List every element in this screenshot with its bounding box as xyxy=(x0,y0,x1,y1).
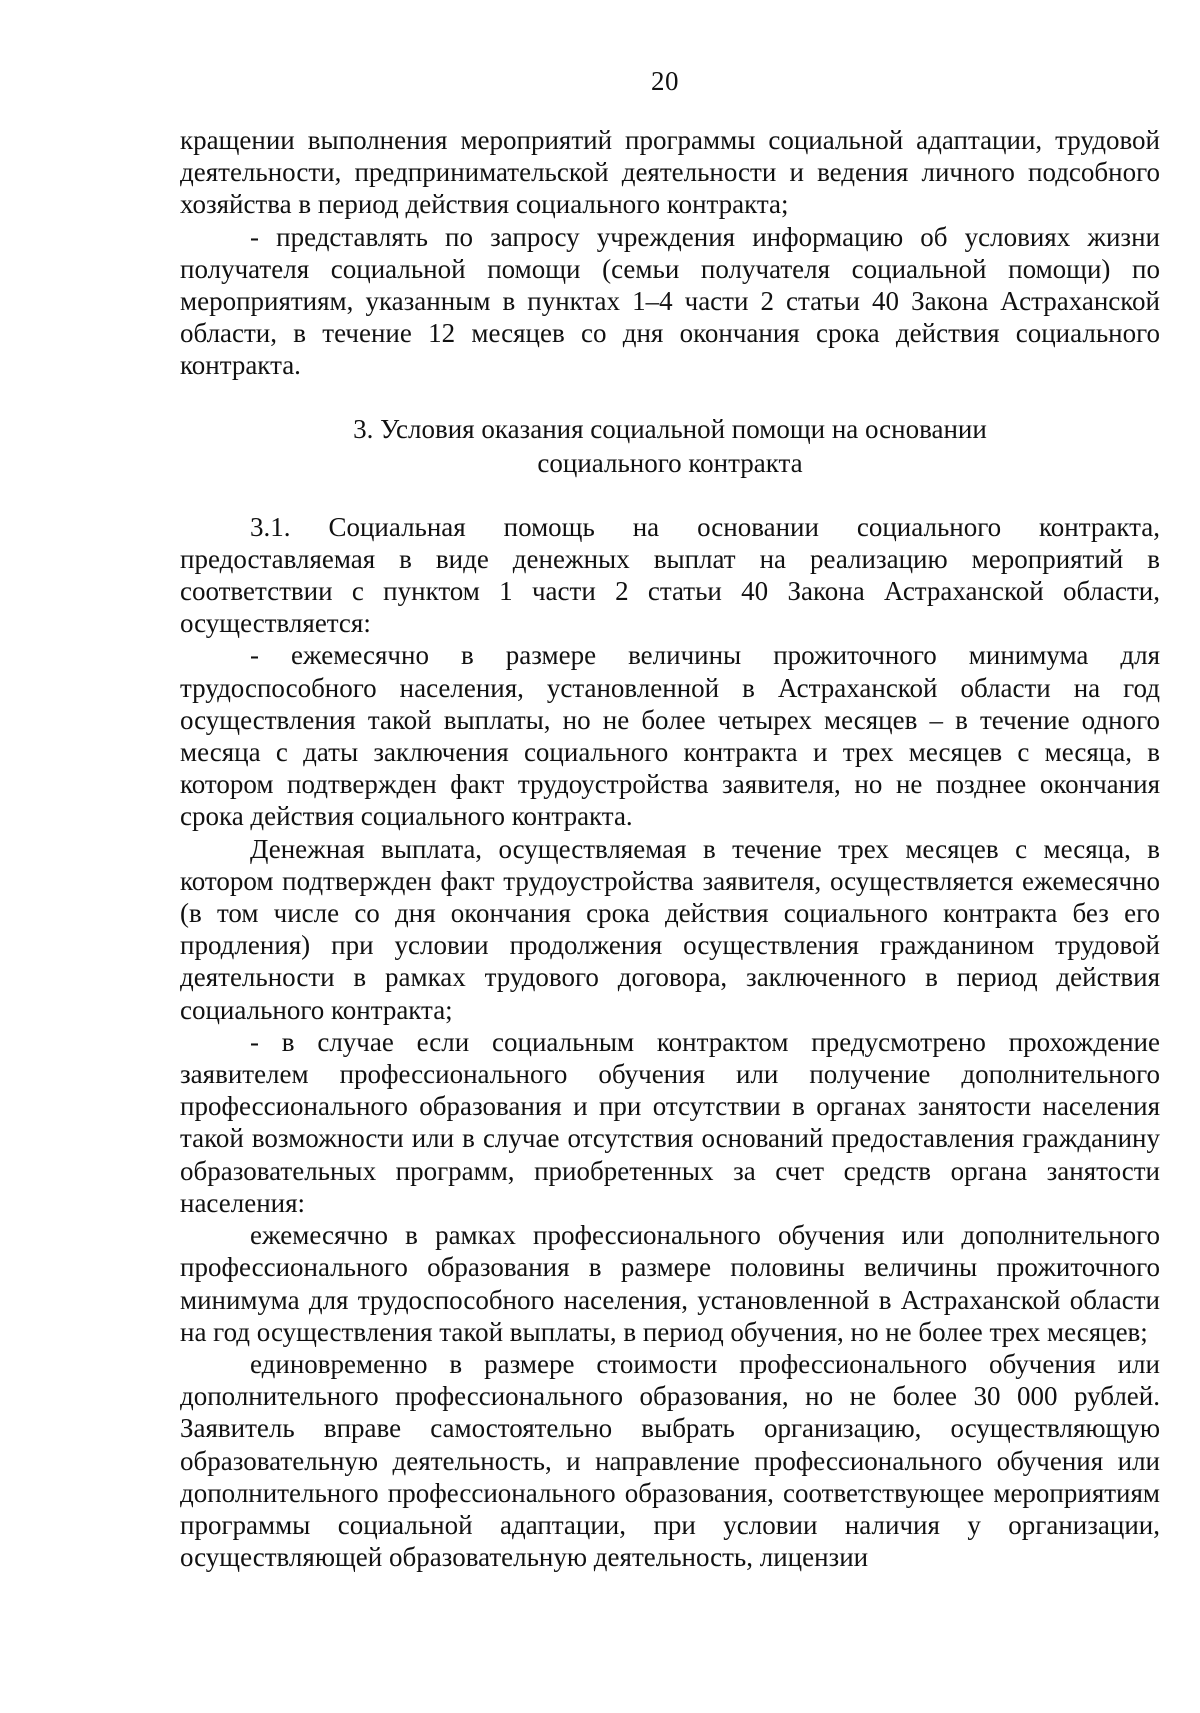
section-heading-line-2: социального контракта xyxy=(537,447,803,478)
document-body xyxy=(180,124,1160,1573)
paragraph-clause-3-1: 3.1. Социальная помощь на основании социального контракта, предоставляемая в виде денежных выплат на реализацию мероприятий в соответствии с пунктом 1 части 2 статьи 40 Закона Астраханской области, осуществляется: xyxy=(180,511,1160,639)
section-heading-line-1: 3. Условия оказания социальной помощи на основании xyxy=(353,413,987,444)
page-number: 20 xyxy=(651,66,679,96)
paragraph: Денежная выплата, осуществляемая в течение трех месяцев с месяца, в котором подтвержден факт трудоустройства заявителя, осуществляется ежемесячно (в том числе со дня окончания срока действия социального контракта без его продления) при условии продолжения осуществления гражданином трудовой деятельности в рамках трудового договора, заключенного в период действия социального контракта; xyxy=(180,833,1160,1025)
paragraph-list-item: - в случае если социальным контрактом предусмотрено прохождение заявителем профессионального обучения или получение дополнительного профессионального образования и при отсутствии в органах занятости населения такой возможности или в случае отсутствия оснований предоставления гражданину образовательных программ, приобретенных за счет средств органа занятости населения: xyxy=(180,1026,1160,1218)
paragraph: ежемесячно в рамках профессионального обучения или дополнительного профессионального образования в размере половины величины прожиточного минимума для трудоспособного населения, установленной в Астраханской области на год осуществления такой выплаты, в период обучения, но не более трех месяцев; xyxy=(180,1220,1160,1347)
paragraph-continuation: кращении выполнения мероприятий программы социальной адаптации, трудовой деятельности, предпринимательской деятельности и ведения личного подсобного хозяйства в период действия социального контракта; xyxy=(180,125,1160,220)
paragraph: единовременно в размере стоимости профессионального обучения или дополнительного профессионального образования, но не более 30 000 рублей. Заявитель вправе самостоятельно выбрать организацию, осуществляющую образовательную деятельность, и направление профессионального обучения или дополнительного профессионального образования, соответствующее мероприятиям программы социальной адаптации, при условии наличия у организации, осуществляющей образовательную деятельность, лицензии xyxy=(180,1348,1160,1573)
section-heading xyxy=(180,412,1160,480)
paragraph-list-item: - ежемесячно в размере величины прожиточного минимума для трудоспособного населения, установленной в Астраханской области на год осуществления такой выплаты, но не более четырех месяцев – в течение одного месяца с даты заключения социального контракта и трех месяцев с месяца, в котором подтвержден факт трудоустройства заявителя, но не позднее окончания срока действия социального контракта. xyxy=(180,640,1160,832)
paragraph-list-item: - представлять по запросу учреждения информацию об условиях жизни получателя социальной помощи (семьи получателя социальной помощи) по мероприятиям, указанным в пунктах 1–4 части 2 статьи 40 Закона Астраханской области, в течение 12 месяцев со дня окончания срока действия социального контракта. xyxy=(180,221,1160,381)
